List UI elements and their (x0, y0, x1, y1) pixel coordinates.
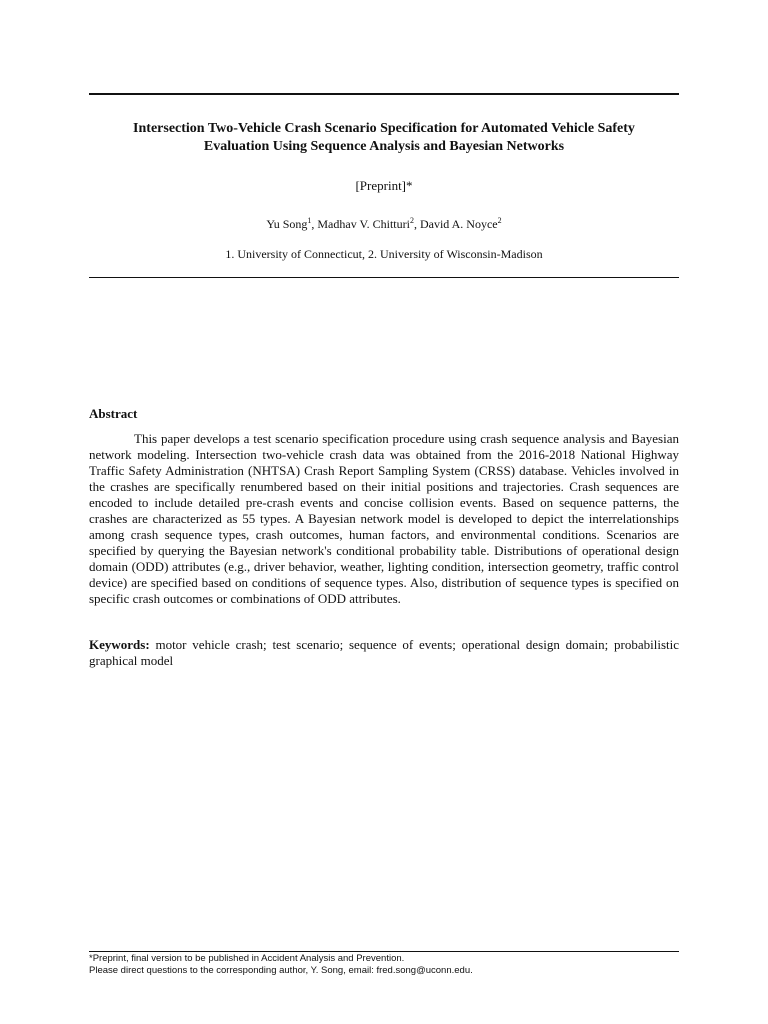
author-1: Yu Song (266, 217, 308, 231)
footnote (89, 953, 689, 977)
footnote-line-2: Please direct questions to the corresponding author, Y. Song, email: fred.song@uconn.edu. (89, 965, 473, 976)
author-list (89, 217, 679, 232)
abstract-body: This paper develops a test scenario specification procedure using crash sequence analysis and Bayesian network modeling. Intersection two-vehicle crash data was obtained from the 2016-2018 National Highway Traffic Safety Administration (NHTSA) Crash Report Sampling System (CRSS) database. Vehicles involved in the crashes are specifically renumbered based on their initial positions and trajectories. Crash sequences are encoded to include detailed pre-crash events and concise collision events. Based on sequence patterns, the crashes are characterized as 55 types. A Bayesian network model is developed to depict the interrelationships among crash sequence types, crash outcomes, human factors, and environmental conditions. Scenarios are specified by querying the Bayesian network's conditional probability table. Distributions of operational design domain (ODD) attributes (e.g., driver behavior, weather, lighting condition, intersection geometry, traffic control device) are specified based on conditions of sequence types. Also, distribution of sequence types is specified on specific crash outcomes or combinations of ODD attributes. (89, 431, 679, 606)
author-2-affiliation-mark: 2 (409, 216, 414, 225)
affiliations: 1. University of Connecticut, 2. University of Wisconsin-Madison (225, 247, 543, 261)
author-3: , David A. Noyce (413, 217, 498, 231)
paper-title (89, 120, 679, 156)
title-line-2: Evaluation Using Sequence Analysis and Bayesian Networks (203, 139, 565, 154)
preprint-label: [Preprint]* (355, 178, 413, 193)
abstract-heading: Abstract (89, 406, 138, 421)
top-rule (89, 93, 679, 95)
keywords (89, 637, 679, 669)
footnote-divider (89, 951, 679, 952)
author-2: , Madhav V. Chitturi (311, 217, 410, 231)
author-1-affiliation-mark: 1 (307, 216, 312, 225)
title-line-1: Intersection Two-Vehicle Crash Scenario Specification for Automated Vehicle Safety (133, 121, 635, 136)
keywords-label: Keywords: (89, 637, 150, 652)
keywords-text: motor vehicle crash; test scenario; sequence of events; operational design domain; probabilistic graphical model (89, 637, 679, 668)
author-3-affiliation-mark: 2 (497, 216, 502, 225)
header-divider (89, 277, 679, 278)
footnote-line-1: *Preprint, final version to be published in Accident Analysis and Prevention. (89, 953, 405, 964)
